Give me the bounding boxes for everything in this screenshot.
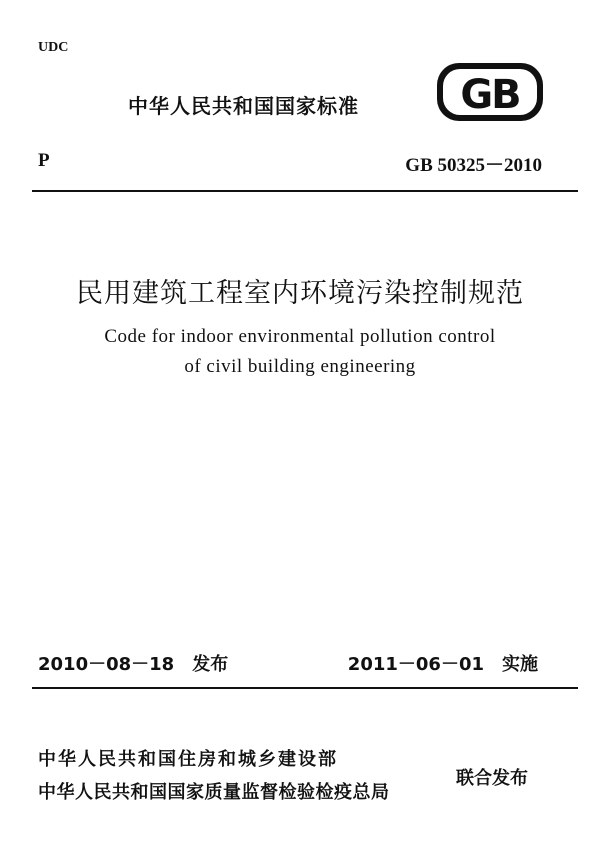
issue-date: 2010－08－18 发布 [38,654,229,675]
standard-code: GB 50325－2010 [405,155,542,176]
issuer-ministry-housing: 中华人民共和国住房和城乡建设部 [38,749,338,770]
title-chinese: 民用建筑工程室内环境污染控制规范 [76,278,524,309]
top-divider [32,190,578,192]
gb-logo-text: GB [460,72,520,118]
gb-logo [436,62,544,122]
title-english-line1: Code for indoor environmental pollution control [104,326,496,347]
title-english-line2: of civil building engineering [184,356,416,377]
issuer-aqsiq: 中华人民共和国国家质量监督检验检疫总局 [38,782,390,803]
udc-label: UDC [38,40,69,55]
implementation-date: 2011－06－01 实施 [347,654,538,675]
standard-type: 中华人民共和国国家标准 [128,94,359,118]
bottom-divider [32,687,578,689]
category-label: P [38,150,50,171]
joint-issue-label: 联合发布 [456,768,528,789]
